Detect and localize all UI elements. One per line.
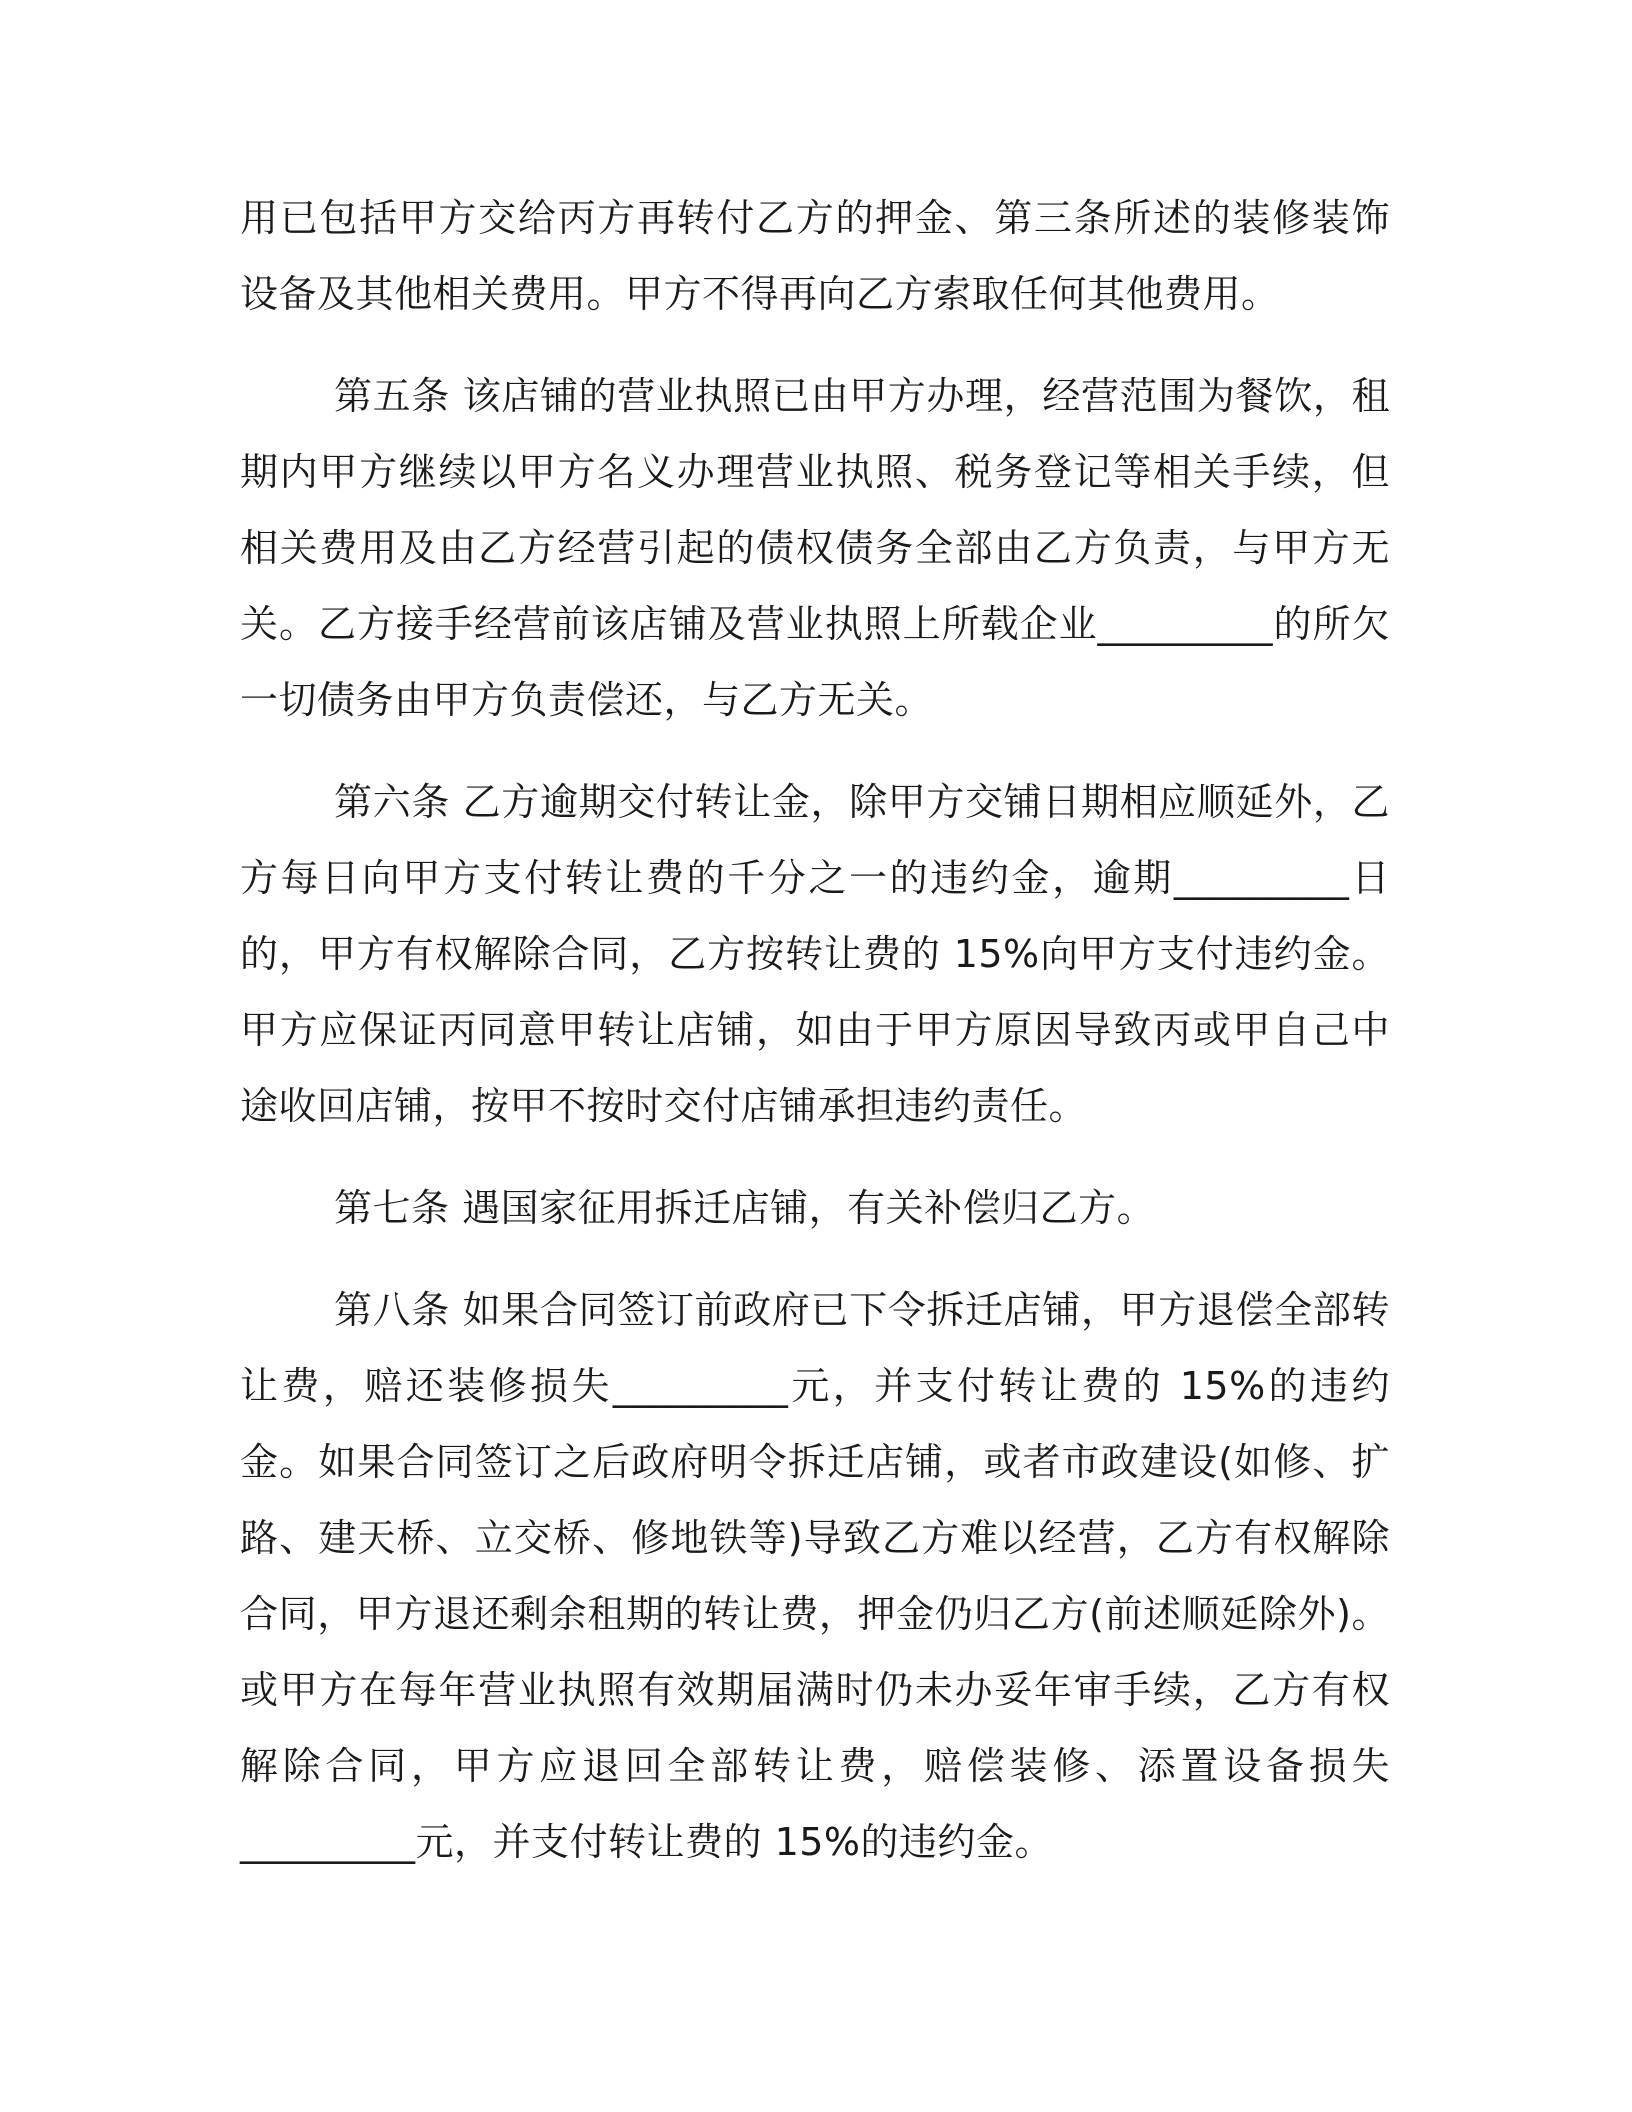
paragraph-article-7: 第七条 遇国家征用拆迁店铺，有关补偿归乙方。 [334, 1186, 1156, 1230]
paragraph-continuation: 用已包括甲方交给丙方再转付乙方的押金、第三条所述的装修装饰设备及其他相关费用。甲方不得再向乙方索取任何其他费用。 [240, 196, 1390, 316]
document-body [240, 180, 1390, 1906]
paragraph-article-8: 第八条 如果合同签订前政府已下令拆迁店铺，甲方退偿全部转让费，赔还装修损失_________元，并支付转让费的 15%的违约金。如果合同签订之后政府明令拆迁店铺，或者市政建设(如修、扩路、建天桥、立交桥、修地铁等)导致乙方难以经营，乙方有权解除合同，甲方退还剩余租期的转让费，押金仍归乙方(前述顺延除外)。或甲方在每年营业执照有效期届满时仍未办妥年审手续，乙方有权解除合同，甲方应退回全部转让费，赔偿装修、添置设备损失_________元，并支付转让费的 15%的违约金。 [240, 1288, 1390, 1864]
paragraph-article-5: 第五条 该店铺的营业执照已由甲方办理，经营范围为餐饮，租期内甲方继续以甲方名义办理营业执照、税务登记等相关手续，但相关费用及由乙方经营引起的债权债务全部由乙方负责，与甲方无关。乙方接手经营前该店铺及营业执照上所载企业_________的所欠一切债务由甲方负责偿还，与乙方无关。 [240, 374, 1390, 722]
paragraph-article-6: 第六条 乙方逾期交付转让金，除甲方交铺日期相应顺延外，乙方每日向甲方支付转让费的千分之一的违约金，逾期_________日的，甲方有权解除合同，乙方按转让费的 15%向甲方支付违约金。甲方应保证丙同意甲转让店铺，如由于甲方原因导致丙或甲自己中途收回店铺，按甲不按时交付店铺承担违约责任。 [240, 780, 1390, 1128]
